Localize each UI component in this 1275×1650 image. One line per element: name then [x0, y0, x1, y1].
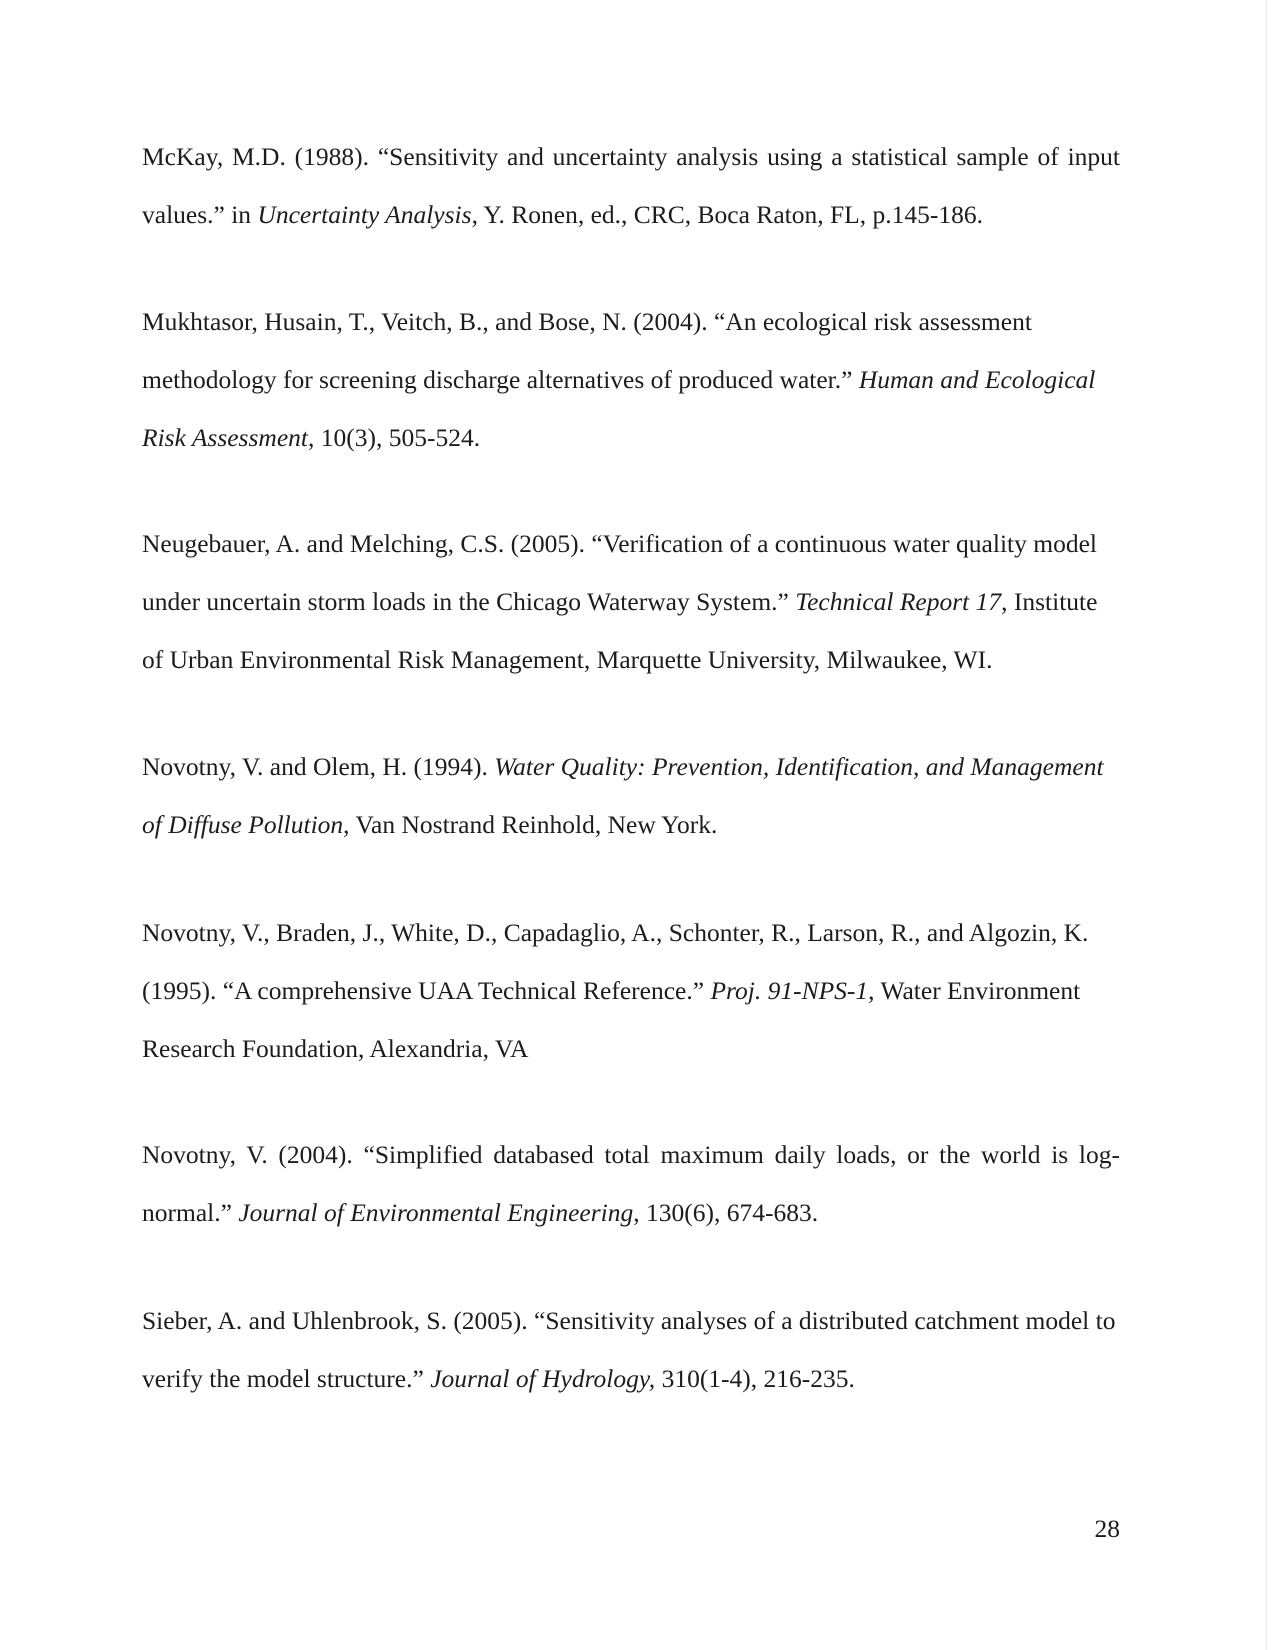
- reference-title-italic: Proj. 91-NPS-1: [710, 976, 869, 1005]
- reference-title-italic: Human and Ecological Risk Assessment: [142, 365, 1096, 452]
- reference-neugebauer-2005: [142, 515, 1120, 689]
- reference-text: , Water Environment Research Foundation, Alexandria, VA: [142, 976, 1081, 1063]
- reference-title-italic: Journal of Hydrology,: [430, 1364, 656, 1393]
- reference-sieber-2005: [142, 1292, 1120, 1408]
- reference-text: , 10(3), 505-524.: [307, 423, 481, 452]
- reference-text: 310(1-4), 216-235.: [655, 1364, 855, 1393]
- reference-text: Novotny, V., Braden, J., White, D., Capadaglio, A., Schonter, R., Larson, R., and Algozin, K. (1995). “A comprehensive UAA Technical Reference.”: [142, 918, 1089, 1005]
- reference-title-italic: Uncertainty Analysis: [257, 200, 472, 229]
- reference-mukhtasor-2004: [142, 293, 1120, 467]
- reference-title-italic: Technical Report 17: [795, 587, 1002, 616]
- reference-text: Mukhtasor, Husain, T., Veitch, B., and Bose, N. (2004). “An ecological risk assessment methodology for screening discharge alternatives of produced water.”: [142, 307, 1032, 394]
- reference-text: , Institute of Urban Environmental Risk Management, Marquette University, Milwaukee, WI.: [142, 587, 1098, 674]
- reference-text: , Van Nostrand Reinhold, New York.: [343, 810, 718, 839]
- reference-novotny-olem-1994: [142, 738, 1120, 854]
- reference-title-italic: Journal of Environmental Engineering: [238, 1198, 634, 1227]
- reference-mckay-1988: [142, 128, 1120, 244]
- page-number: 28: [1094, 1514, 1120, 1543]
- reference-text: McKay, M.D. (1988). “Sensitivity and uncertainty analysis using a statistical sample of input values.” in: [142, 142, 1120, 229]
- reference-novotny-2004: [142, 1126, 1120, 1242]
- reference-novotny-1995: [142, 904, 1120, 1078]
- reference-text: Novotny, V. and Olem, H. (1994).: [142, 752, 495, 781]
- reference-text: Sieber, A. and Uhlenbrook, S. (2005). “Sensitivity analyses of a distributed catchment model to verify the model structure.”: [142, 1306, 1116, 1393]
- reference-title-italic: Water Quality: Prevention, Identification, and Management of Diffuse Pollution: [142, 752, 1104, 839]
- reference-text: , 130(6), 674-683.: [633, 1198, 819, 1227]
- reference-text: Neugebauer, A. and Melching, C.S. (2005). “Verification of a continuous water quality model under uncertain storm loads in the Chicago Waterway System.”: [142, 529, 1097, 616]
- reference-text: , Y. Ronen, ed., CRC, Boca Raton, FL, p.145-186.: [471, 200, 983, 229]
- reference-text: Novotny, V. (2004). “Simplified databased total maximum daily loads, or the world is log-normal.”: [142, 1140, 1120, 1227]
